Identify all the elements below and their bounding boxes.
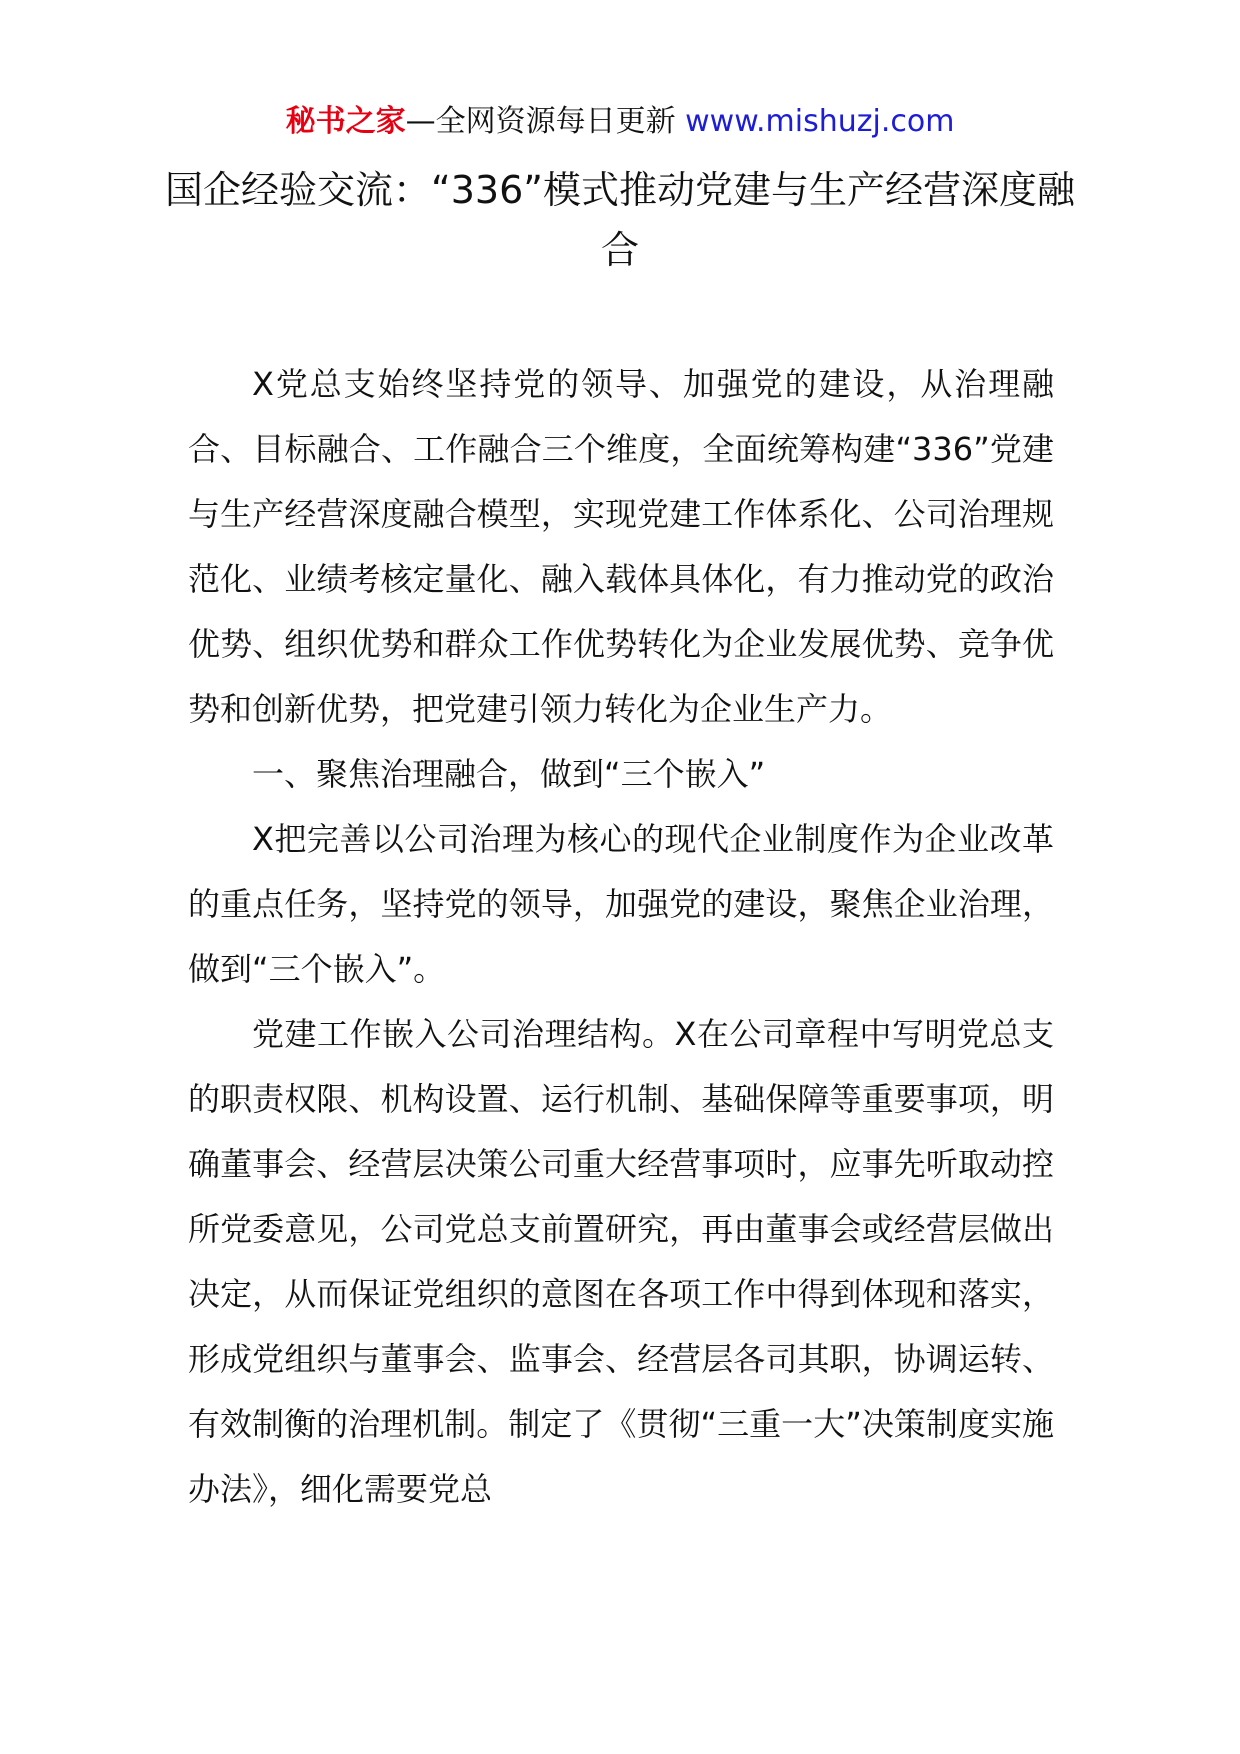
document-title: 国企经验交流：“336”模式推动党建与生产经营深度融合 [165,168,1075,272]
body-paragraph: X把完善以公司治理为核心的现代企业制度作为企业改革的重点任务，坚持党的领导，加强党的建设，聚焦企业治理，做到“三个嵌入”。 [188,820,1054,988]
document-body [188,352,1054,1522]
section-heading: 一、聚焦治理融合，做到“三个嵌入” [252,755,766,793]
site-url: www.mishuzj.com [685,104,955,139]
site-tagline: —全网资源每日更新 [405,104,676,139]
intro-paragraph: X党总支始终坚持党的领导、加强党的建设，从治理融合、目标融合、工作融合三个维度，全面统筹构建“336”党建与生产经营深度融合模型，实现党建工作体系化、公司治理规范化、业绩考核定量化、融入载体具体化，有力推动党的政治优势、组织优势和群众工作优势转化为企业发展优势、竞争优势和创新优势，把党建引领力转化为企业生产力。 [188,365,1054,728]
watermark-header [0,100,1240,144]
body-paragraph: 党建工作嵌入公司治理结构。X在公司章程中写明党总支的职责权限、机构设置、运行机制、基础保障等重要事项，明确董事会、经营层决策公司重大经营事项时，应事先听取动控所党委意见，公司党总支前置研究，再由董事会或经营层做出决定，从而保证党组织的意图在各项工作中得到体现和落实，形成党组织与董事会、监事会、经营层各司其职，协调运转、有效制衡的治理机制。制定了《贯彻“三重一大”决策制度实施办法》，细化需要党总 [188,1015,1054,1508]
site-brand: 秘书之家 [285,104,406,139]
